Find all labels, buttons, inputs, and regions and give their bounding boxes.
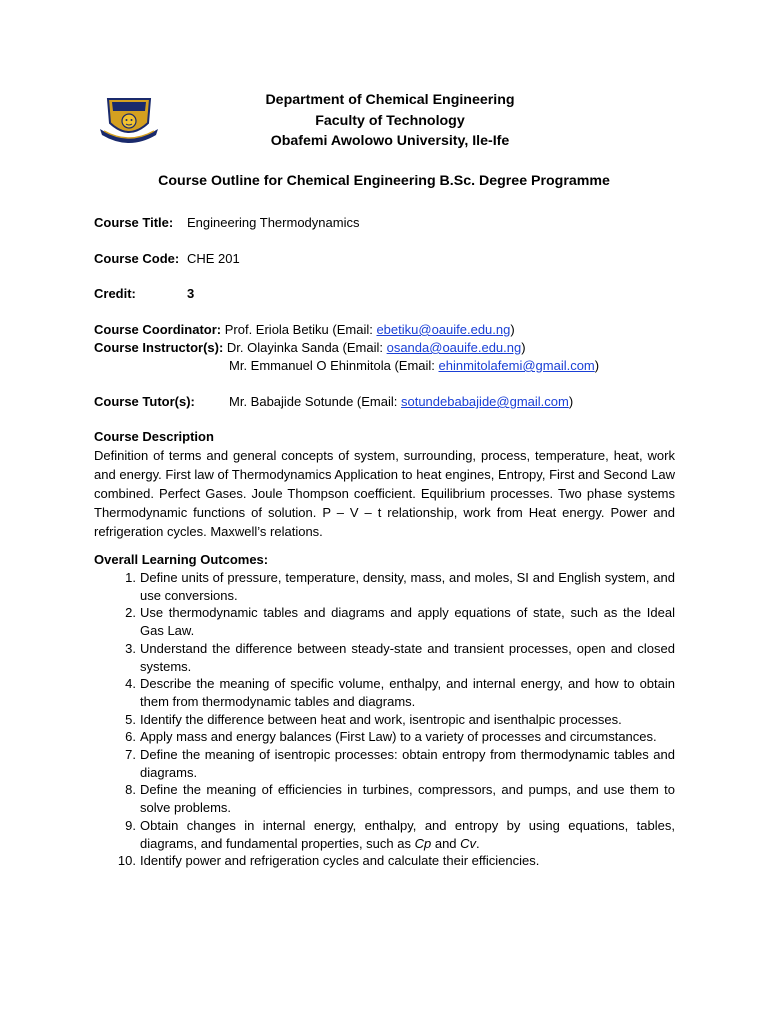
instructor-row-1 xyxy=(94,339,526,357)
tutor-email-link[interactable]: sotundebabajide@gmail.com xyxy=(400,394,569,409)
outcome-text: Obtain changes in internal energy, enthalpy, and entropy by using equations, tables, diagrams, and fundamental properties, such as xyxy=(140,817,675,851)
coordinator-close: ) xyxy=(510,322,515,337)
outcome-text: Understand the difference between steady-state and transient processes, open and closed systems. xyxy=(140,640,675,674)
course-title-label: Course Title: xyxy=(94,215,174,230)
outcomes-heading: Overall Learning Outcomes: xyxy=(94,552,269,567)
outcomes-list xyxy=(94,569,675,870)
tutor-row xyxy=(94,393,195,411)
outcome-text: Define the meaning of efficiencies in turbines, compressors, and pumps, and use them to solve problems. xyxy=(140,782,675,816)
outcome-item xyxy=(94,604,675,639)
outcome-number: 8. xyxy=(125,782,136,798)
faculty-name: Faculty of Technology xyxy=(315,112,465,129)
course-title-row xyxy=(94,214,359,232)
department-name: Department of Chemical Engineering xyxy=(265,92,515,108)
course-code-row xyxy=(94,250,240,268)
document-title: Course Outline for Chemical Engineering B.Sc. Degree Programme xyxy=(158,173,610,189)
outcome-number: 2. xyxy=(125,605,136,621)
outcome-item xyxy=(94,817,675,852)
outcome-item xyxy=(94,711,675,729)
description-text: Definition of terms and general concepts of system, surrounding, process, temperature, heat, work and energy. First law of Thermodynamics Application to heat engines, Entropy, First and Second Law combined. Perfect Gases. Joule Thompson coefficient. Equilibrium processes. Two phase systems Thermodynamic functions of solution. P – V – t relationship, work from Heat energy. Power and refrigeration cycles. Maxwell’s relations. xyxy=(94,448,675,539)
instructor-email-link-1[interactable]: osanda@oauife.edu.ng xyxy=(386,340,522,355)
outcome-text: Use thermodynamic tables and diagrams and apply equations of state, such as the Ideal Gas Law. xyxy=(140,605,675,639)
outcome-number: 10. xyxy=(117,853,136,869)
outcome-item xyxy=(94,569,675,604)
credit-label: Credit: xyxy=(94,286,136,301)
instructor-email-link-2[interactable]: ehinmitolafemi@gmail.com xyxy=(438,358,595,373)
coordinator-name: Prof. Eriola Betiku (Email: xyxy=(221,322,377,337)
coordinator-label: Course Coordinator: xyxy=(94,322,222,337)
instructor-close-1: ) xyxy=(521,340,526,355)
university-name: Obafemi Awolowo University, Ile-Ife xyxy=(270,133,510,149)
description-heading: Course Description xyxy=(94,429,214,444)
university-logo xyxy=(98,93,160,145)
course-code-value: CHE 201 xyxy=(187,251,240,266)
tutor-detail xyxy=(229,393,573,411)
outcome-text: Identify power and refrigeration cycles and calculate their efficiencies. xyxy=(140,853,540,869)
instructor-row-2 xyxy=(229,357,599,375)
outcome-and: and xyxy=(431,835,461,851)
outcome-number: 9. xyxy=(125,817,136,833)
outcome-number: 4. xyxy=(125,676,136,692)
instructor-name-2: Mr. Emmanuel O Ehinmitola (Email: xyxy=(229,358,439,373)
outcome-item xyxy=(94,728,675,746)
outcome-item xyxy=(94,640,675,675)
tutor-close: ) xyxy=(568,394,574,409)
outcome-number: 6. xyxy=(125,729,136,745)
credit-value: 3 xyxy=(187,286,195,301)
outcome-number: 1. xyxy=(125,570,136,585)
course-title-value: Engineering Thermodynamics xyxy=(187,215,360,230)
tutor-label: Course Tutor(s): xyxy=(94,394,195,409)
instructor-label: Course Instructor(s): xyxy=(94,340,224,355)
cp-symbol: Cp xyxy=(414,835,432,851)
outcome-text: Define units of pressure, temperature, density, mass, and moles, SI and English system, and use conversions. xyxy=(140,570,675,603)
outcome-number: 7. xyxy=(125,747,136,763)
outcome-end: . xyxy=(476,835,480,851)
instructor-name-1: Dr. Olayinka Sanda (Email: xyxy=(223,340,387,355)
outcome-item xyxy=(94,852,675,870)
outcome-item xyxy=(94,675,675,710)
outcome-text: Define the meaning of isentropic processes: obtain entropy from thermodynamic tables and diagrams. xyxy=(140,747,675,780)
cv-symbol: Cv xyxy=(460,835,477,851)
coordinator-row xyxy=(94,321,515,339)
outcome-text: Describe the meaning of specific volume, enthalpy, and internal energy, and how to obtain them from thermodynamic tables and diagrams. xyxy=(140,676,675,709)
tutor-name: Mr. Babajide Sotunde (Email: xyxy=(229,394,401,409)
document-header xyxy=(200,90,580,152)
credit-row xyxy=(94,285,194,303)
outcome-number: 3. xyxy=(125,640,136,656)
outcome-item xyxy=(94,781,675,816)
coordinator-email-link[interactable]: ebetiku@oauife.edu.ng xyxy=(376,322,511,337)
outcome-text: Identify the difference between heat and work, isentropic and isenthalpic processes. xyxy=(140,711,622,727)
outcome-text: Apply mass and energy balances (First Law) to a variety of processes and circumstances. xyxy=(140,729,657,745)
instructor-close-2: ) xyxy=(594,358,600,373)
outcome-item xyxy=(94,746,675,781)
course-code-label: Course Code: xyxy=(94,251,180,266)
outcome-number: 5. xyxy=(125,711,136,727)
